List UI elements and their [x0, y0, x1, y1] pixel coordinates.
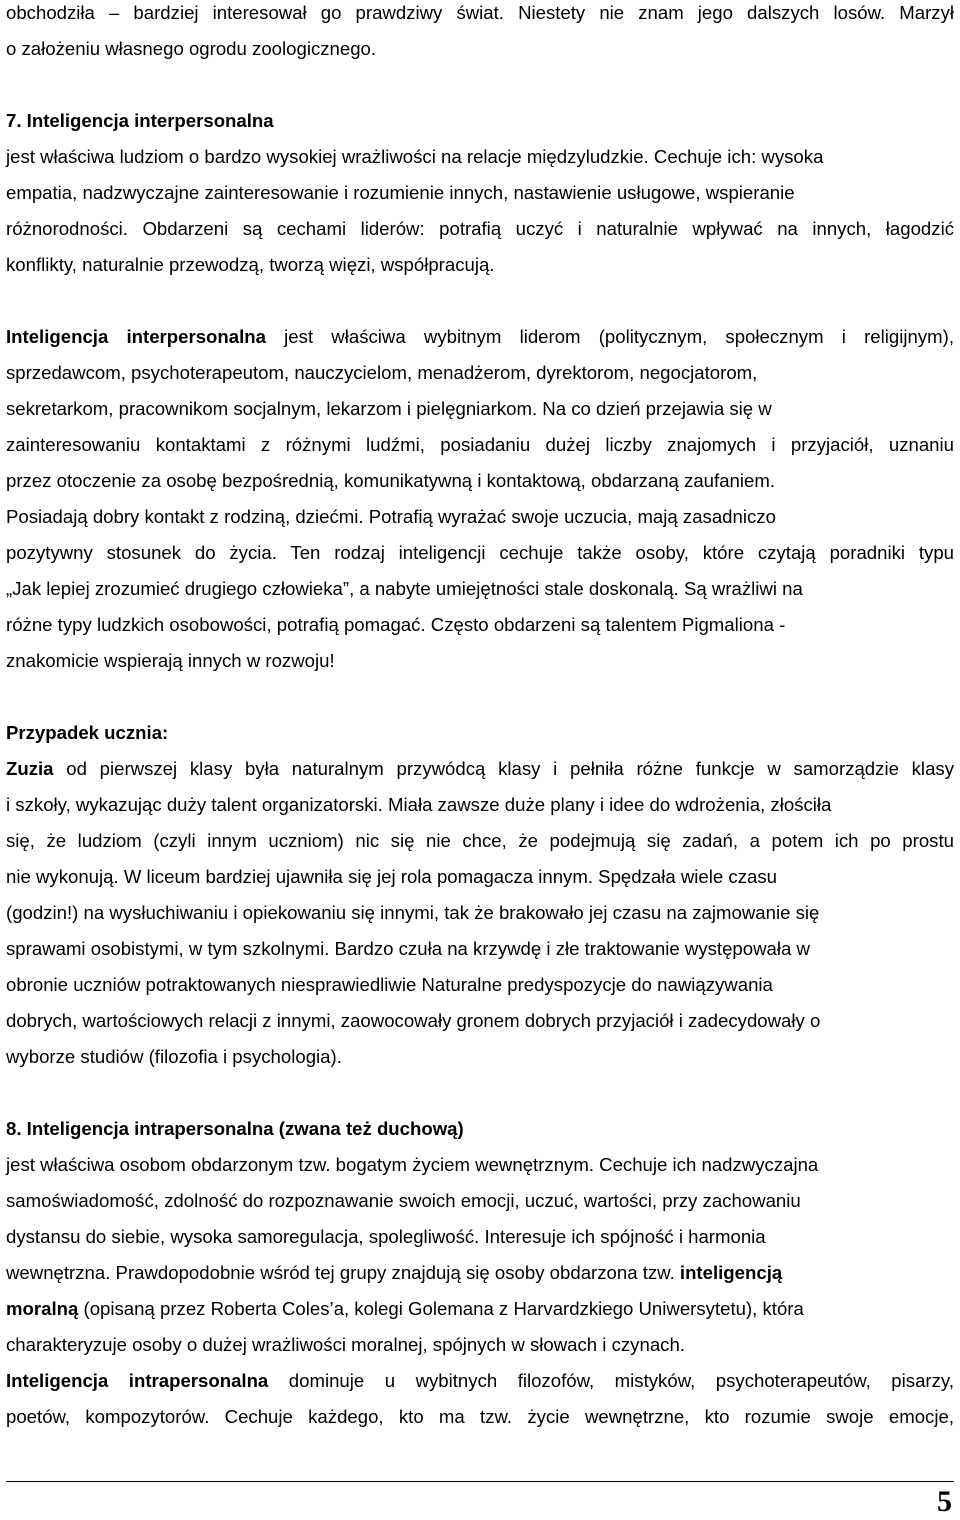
text-segment: dobrych, wartościowych relacji z innymi, zaowocowały gronem dobrych przyjaciół i zadecydowały o — [6, 1010, 821, 1031]
text-line — [6, 793, 831, 817]
text-line — [6, 973, 773, 997]
text-segment: sekretarkom, pracownikom socjalnym, lekarzom i pielęgniarkom. Na co dzień przejawia się w — [6, 398, 772, 419]
bold-text: inteligencją — [679, 1262, 783, 1283]
text-segment: Posiadają dobry kontakt z rodziną, dziećmi. Potrafią wyrażać swoje uczucia, mają zasadniczo — [6, 506, 776, 527]
text-segment: „Jak lepiej zrozumieć drugiego człowieka”, a nabyte umiejętności stale doskonalą. Są wrażliwi na — [6, 578, 803, 599]
text-line — [6, 1, 954, 25]
text-line — [6, 721, 168, 745]
text-line — [6, 757, 954, 781]
text-segment: sprzedawcom, psychoterapeutom, nauczycielom, menadżerom, dyrektorom, negocjatorom, — [6, 362, 758, 383]
text-segment: sprawami osobistymi, w tym szkolnymi. Bardzo czuła na krzywdę i złe traktowanie występowała w — [6, 938, 810, 959]
text-segment: wewnętrzna. Prawdopodobnie wśród tej grupy znajdują się osoby obdarzona tzw. — [6, 1262, 680, 1283]
text-line — [6, 433, 954, 457]
text-segment: dystansu do siebie, wysoka samoregulacja, spolegliwość. Interesuje ich spójność i harmonia — [6, 1226, 766, 1247]
text-line — [6, 577, 803, 601]
text-segment: znakomicie wspierają innych w rozwoju! — [6, 650, 335, 671]
text-segment: zainteresowaniu kontaktami z różnymi ludźmi, posiadaniu dużej liczby znajomych i przyjaciół, uznaniu — [6, 434, 954, 455]
footer-rule — [6, 1481, 954, 1482]
text-line — [6, 361, 757, 385]
text-line — [6, 397, 772, 421]
text-segment: jest właściwa wybitnym liderom (politycznym, społecznym i religijnym), — [265, 326, 954, 347]
bold-text: Inteligencja intrapersonalna — [6, 1370, 269, 1391]
text-line — [6, 1045, 342, 1069]
text-segment: wyborze studiów (filozofia i psychologia). — [6, 1046, 342, 1067]
bold-text: 8. Inteligencja intrapersonalna (zwana też duchową) — [6, 1118, 464, 1139]
text-line — [6, 181, 795, 205]
text-line — [6, 145, 823, 169]
text-line — [6, 253, 494, 277]
bold-text: Zuzia — [6, 758, 54, 779]
text-line — [6, 901, 819, 925]
text-segment: się, że ludziom (czyli innym uczniom) nic się nie chce, że podejmują się zadań, a potem ich po prostu — [6, 830, 954, 851]
text-line — [6, 649, 335, 673]
text-line — [6, 1261, 782, 1285]
text-segment: poetów, kompozytorów. Cechuje każdego, kto ma tzw. życie wewnętrzne, kto rozumie swoje emocje, — [6, 1406, 954, 1427]
bold-text: moralną — [6, 1298, 79, 1319]
text-segment: i szkoły, wykazując duży talent organizatorski. Miała zawsze duże plany i idee do wdrożenia, złościła — [6, 794, 832, 815]
text-line — [6, 1333, 685, 1357]
text-line — [6, 1117, 464, 1141]
text-line — [6, 469, 775, 493]
text-segment: dominuje u wybitnych filozofów, mistyków, psychoterapeutów, pisarzy, — [268, 1370, 954, 1391]
text-segment: obronie uczniów potraktowanych niesprawiedliwie Naturalne predyspozycje do nawiązywania — [6, 974, 773, 995]
text-segment: samoświadomość, zdolność do rozpoznawanie swoich emocji, uczuć, wartości, przy zachowaniu — [6, 1190, 801, 1211]
text-segment: konflikty, naturalnie przewodzą, tworzą więzi, współpracują. — [6, 254, 495, 275]
text-segment: o założeniu własnego ogrodu zoologicznego. — [6, 38, 377, 59]
text-line — [6, 1009, 820, 1033]
text-segment: od pierwszej klasy była naturalnym przywódcą klasy i pełniła różne funkcje w samorządzie klasy — [53, 758, 954, 779]
text-segment: różnorodności. Obdarzeni są cechami liderów: potrafią uczyć i naturalnie wpływać na innych, łagodzić — [6, 218, 954, 239]
bold-text: 7. Inteligencja interpersonalna — [6, 110, 274, 131]
text-segment: (opisaną przez Roberta Coles’a, kolegi Golemana z Harvardzkiego Uniwersytetu), która — [78, 1298, 804, 1319]
text-line — [6, 1189, 801, 1213]
text-segment: pozytywny stosunek do życia. Ten rodzaj inteligencji cechuje także osoby, które czytają poradniki typu — [6, 542, 954, 563]
text-line — [6, 1369, 954, 1393]
bold-text: Inteligencja interpersonalna — [6, 326, 266, 347]
text-segment: nie wykonują. W liceum bardziej ujawniła się jej rola pomagacza innym. Spędzała wiele czasu — [6, 866, 777, 887]
text-segment: charakteryzuje osoby o dużej wrażliwości moralnej, spójnych w słowach i czynach. — [6, 1334, 685, 1355]
text-segment: różne typy ludzkich osobowości, potrafią pomagać. Często obdarzeni są talentem Pigmaliona - — [6, 614, 786, 635]
text-segment: (godzin!) na wysłuchiwaniu i opiekowaniu się innymi, tak że brakowało jej czasu na zajmowanie się — [6, 902, 820, 923]
text-segment: przez otoczenie za osobę bezpośrednią, komunikatywną i kontaktową, obdarzaną zaufaniem. — [6, 470, 775, 491]
page-number: 5 — [937, 1485, 952, 1518]
text-segment: obchodziła – bardziej interesował go prawdziwy świat. Niestety nie znam jego dalszych losów. Marzył — [6, 2, 954, 23]
text-line — [6, 505, 776, 529]
text-line — [6, 937, 810, 961]
text-segment: jest właściwa osobom obdarzonym tzw. bogatym życiem wewnętrznym. Cechuje ich nadzwyczajna — [6, 1154, 819, 1175]
text-line — [6, 325, 954, 349]
text-line — [6, 1405, 954, 1429]
text-line — [6, 1153, 818, 1177]
text-line — [6, 109, 274, 133]
bold-text: Przypadek ucznia: — [6, 722, 169, 743]
text-line — [6, 1225, 766, 1249]
text-line — [6, 613, 785, 637]
text-line — [6, 865, 777, 889]
text-line — [6, 37, 376, 61]
text-line — [6, 217, 954, 241]
text-line — [6, 829, 954, 853]
text-line — [6, 541, 954, 565]
text-segment: empatia, nadzwyczajne zainteresowanie i rozumienie innych, nastawienie usługowe, wspieranie — [6, 182, 795, 203]
text-line — [6, 1297, 804, 1321]
text-segment: jest właściwa ludziom o bardzo wysokiej wrażliwości na relacje międzyludzkie. Cechuje ich: wysoka — [6, 146, 824, 167]
